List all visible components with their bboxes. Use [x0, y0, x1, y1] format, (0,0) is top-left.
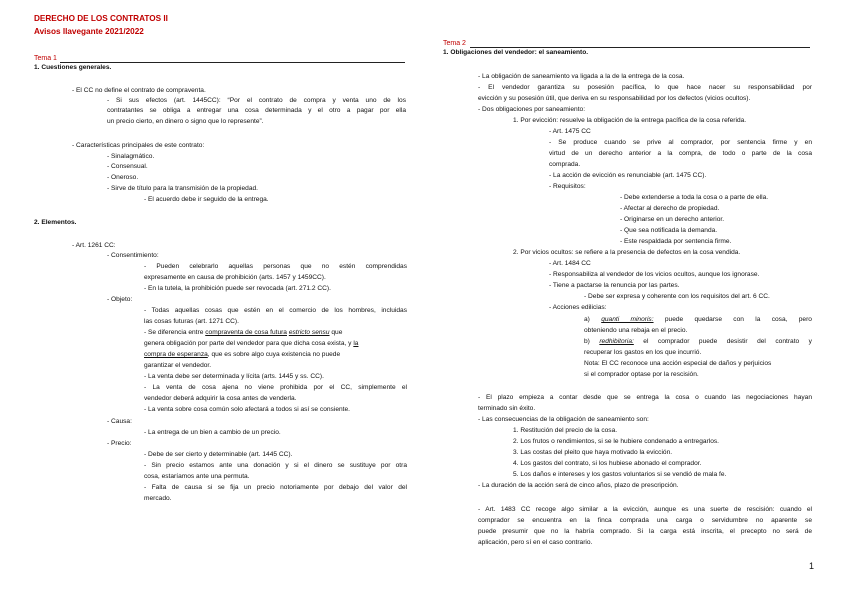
s2-line: [144, 340, 358, 348]
text-run: que: [331, 329, 343, 336]
text-run: estricto sensu: [288, 329, 330, 336]
text-run: el comprador puede desistir del contrato y: [643, 338, 812, 345]
s2-line: [144, 329, 342, 337]
tema-1-label: Tema 1: [34, 55, 57, 62]
s2-causa-label: - Causa:: [107, 418, 132, 425]
r-line: - Acciones edilicias:: [549, 304, 607, 311]
r-line: - Afectar al derecho de propiedad.: [620, 205, 720, 212]
document-subtitle: Avisos llavegante 2021/2022: [34, 27, 144, 36]
r-line: - Requisitos:: [549, 183, 586, 190]
s2-objeto-label: - Objeto:: [107, 296, 133, 303]
r-line: - Debe ser expresa y coherente con los requisitos del art. 6 CC.: [584, 293, 770, 300]
s2-line: expresamente en causa de prohibición (arts. 1457 y 1459CC).: [144, 274, 326, 281]
r-line: - El vendedor garantiza su posesión pacífica, lo que hace nacer su responsabilidad por: [478, 84, 812, 91]
r-line: 1. Restitución del precio de la cosa.: [513, 427, 618, 434]
s1-item: contratantes se obliga a entregar una cosa determinada y el otro a pagar por ella: [107, 107, 406, 114]
text-run: quanti minoris:: [601, 316, 654, 323]
s1-item: - Características principales de este contrato:: [72, 142, 205, 149]
s2-line: - Debe de ser cierto y determinable (art. 1445 CC).: [144, 451, 293, 458]
r-line: - La duración de la acción será de cinco años, plazo de prescripción.: [478, 482, 679, 489]
r-line: 2. Por vicios ocultos: se refiere a la presencia de defectos en la cosa vendida.: [513, 249, 741, 256]
s2-line: - La venta de cosa ajena no viene prohibida por el CC, simplemente el: [144, 384, 407, 391]
s1-item: un precio cierto, en dinero o signo que lo represente”.: [107, 118, 264, 125]
s-title: 1. Obligaciones del vendedor: el saneamiento.: [443, 49, 589, 56]
tema-1-rule: [60, 62, 405, 63]
s1-item: - Consensual.: [107, 163, 148, 170]
r-line: - Art. 1475 CC: [549, 128, 591, 135]
text-run: genera obligación por parte del vendedor para que dicha cosa exista, y: [144, 340, 352, 347]
r-line: - Se produce cuando se prive al comprador, por sentencia firme y en: [549, 139, 812, 146]
text-run: compraventa de cosa futura: [205, 329, 287, 336]
r-line: recuperar los gastos en los que incurrió.: [584, 349, 702, 356]
r-line: - La obligación de saneamiento va ligada a la de la entrega de la cosa.: [478, 73, 685, 80]
r-line: aplicación, pero sí en el caso contrario.: [478, 539, 593, 546]
s2-line: mercado.: [144, 495, 172, 502]
r-line: evicción y su posesión útil, que deriva en su responsabilidad por los defectos (vicios ocultos).: [478, 95, 751, 102]
s1-item: - El acuerdo debe ir seguido de la entrega.: [144, 196, 269, 203]
r-line: - Debe extenderse a toda la cosa o a parte de ella.: [620, 194, 769, 201]
r-line: - Que sea notificada la demanda.: [620, 227, 718, 234]
tema-2-rule: [470, 47, 810, 48]
r-line: 5. Los daños e intereses y los gastos voluntarios si se vendió de mala fe.: [513, 471, 727, 478]
r-line: - Responsabiliza al vendedor de los vicios ocultos, aunque los ignorase.: [549, 271, 760, 278]
r-line: virtud de un derecho anterior a la compra, de todo o parte de la cosa: [549, 150, 812, 157]
s2-line: - En la tutela, la prohibición puede ser revocada (art. 271.2 CC).: [144, 285, 331, 292]
r-line: 3. Las costas del pleito que haya motivado la evicción.: [513, 449, 673, 456]
s2-line: - Todas aquellas cosas que estén en el comercio de los hombres, incluidas: [144, 307, 407, 314]
s2-precio-label: - Precio:: [107, 440, 132, 447]
r-line: - Art. 1483 CC recoge algo similar a la evicción, aunque es una suerte de rescisión: cuando el: [478, 506, 812, 513]
s1-item: - Sinalagmático.: [107, 153, 155, 160]
text-run: puede quedarse con la cosa, pero: [664, 316, 812, 323]
r-line: - Las consecuencias de la obligación de saneamiento son:: [478, 416, 649, 423]
r-line: terminado sin éxito.: [478, 405, 536, 412]
r-line: - Art. 1484 CC: [549, 260, 591, 267]
r-line: - Tiene a pactarse la renuncia por las partes.: [549, 282, 680, 289]
r-line: - El plazo empieza a contar desde que se entrega la cosa o cuando las negociaciones hayan: [478, 394, 812, 401]
s2-line: las cosas futuras (art. 1271 CC).: [144, 318, 239, 325]
text-run: a): [584, 316, 590, 323]
r-line: - Originarse en un derecho anterior.: [620, 216, 725, 223]
s2-line: - La venta debe ser determinada y lícita (arts. 1445 y ss. CC).: [144, 373, 324, 380]
s1-title: 1. Cuestiones generales.: [34, 64, 112, 71]
s1-item: - Sirve de título para la transmisión de la propiedad.: [107, 185, 259, 192]
s1-item: - Si sus efectos (art. 1445CC): “Por el contrato de compra y venta uno de los: [107, 97, 406, 104]
s2-line: [144, 351, 340, 359]
text-run: redhibitoria:: [599, 338, 634, 345]
r-line: puede presumir que no la habría comprado. Si la carga está inscrita, el precepto no será de: [478, 528, 812, 535]
s2-line: - La entrega de un bien a cambio de un precio.: [144, 429, 281, 436]
r-line: 4. Los gastos del contrato, si los hubiese abonado el comprador.: [513, 460, 702, 467]
page-number: 1: [808, 561, 814, 571]
s2-line: - Pueden celebrarlo aquellas personas que no estén comprendidas: [144, 263, 407, 270]
s2-line: vendedor deberá adquirir la cosa antes de venderla.: [144, 395, 297, 402]
text-run: , que es sobre algo cuya existencia no puede: [207, 351, 341, 358]
s2-art: - Art. 1261 CC:: [72, 242, 116, 249]
r-line: obteniendo una rebaja en el precio.: [584, 327, 688, 334]
r-line: - Dos obligaciones por saneamiento:: [478, 106, 586, 113]
document-title: DERECHO DE LOS CONTRATOS II: [34, 14, 168, 23]
s2-line: garantizar el vendedor.: [144, 362, 212, 369]
s2-line: - Falta de causa si se fija un precio notoriamente por debajo del valor del: [144, 484, 407, 491]
text-run: la: [353, 340, 359, 347]
text-run: compra de esperanza: [144, 351, 208, 358]
r-line: comprador se encuentra en la finca comprada una carga o servidumbre no aparente se: [478, 517, 812, 524]
r-line: - La acción de evicción es renunciable (art. 1475 CC).: [549, 172, 707, 179]
r-line: [584, 338, 812, 346]
r-line: comprada.: [549, 161, 581, 168]
r-line: 1. Por evicción: resuelve la obligación de la entrega pacífica de la cosa referida.: [513, 117, 747, 124]
r-line: [584, 316, 812, 324]
s2-title: 2. Elementos.: [34, 219, 77, 226]
r-line: - Este respaldada por sentencia firme.: [620, 238, 732, 245]
r-line: si el comprador optase por la rescisión.: [584, 371, 699, 378]
r-line: Nota: El CC reconoce una acción especial de daños y perjuicios: [584, 360, 772, 367]
s2-line: cosa, estaríamos ante una permuta.: [144, 473, 250, 480]
s1-item: - Oneroso.: [107, 174, 139, 181]
text-run: - Se diferencia entre: [144, 329, 204, 336]
r-line: 2. Los frutos o rendimientos, si se le hubiere condenado a entregarlos.: [513, 438, 719, 445]
tema-2-label: Tema 2: [443, 40, 466, 47]
s2-line: - La venta sobre cosa común solo afectará a todos si así se consiente.: [144, 406, 350, 413]
s2-line: - Sin precio estamos ante una donación y si el dinero se sustituye por otra: [144, 462, 407, 469]
s1-item: - El CC no define el contrato de compraventa.: [72, 87, 206, 94]
s2-consent-label: - Consentimiento:: [107, 252, 159, 259]
text-run: b): [584, 338, 590, 345]
